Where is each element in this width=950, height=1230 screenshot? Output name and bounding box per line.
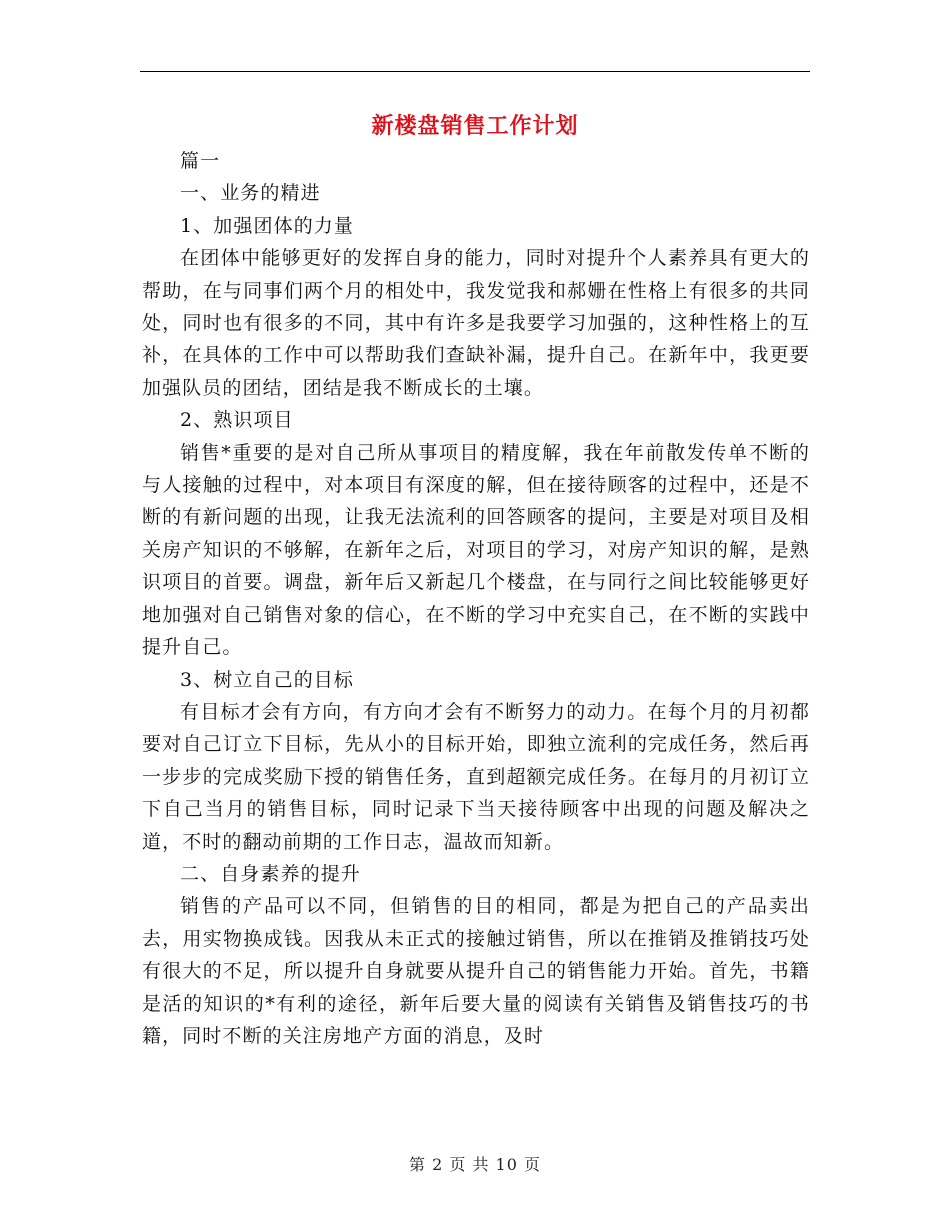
heading-self-improvement: 二、自身素养的提升 xyxy=(180,862,361,885)
page-footer: 第 2 页 共 10 页 xyxy=(409,1155,541,1174)
paragraph-self-improvement: 销售的产品可以不同，但销售的目的相同，都是为把自己的产品卖出去，用实物换成钱。因我从未正式的接触过销售，所以在推销及推销技巧处有很大的不足，所以提升自身就要从提升自己的销售能力开始。首先，书籍是活的知识的*有利的途径，新年后要大量的阅读有关销售及销售技巧的书籍，同时不断的关注房地产方面的消息，及时 xyxy=(142,895,810,1047)
section-label: 篇一 xyxy=(180,150,221,172)
document-body xyxy=(142,145,810,1052)
paragraph-goal: 有目标才会有方向，有方向才会有不断努力的动力。在每个月的月初都要对自己订立下目标，先从小的目标开始，即独立流利的完成任务，然后再一步步的完成奖励下授的销售任务，直到超额完成任务。在每月的月初订立下自己当月的销售目标，同时记录下当天接待顾客中出现的问题及解决之道，不时的翻动前期的工作日志，温故而知新。 xyxy=(142,700,810,853)
subheading-project: 2、熟识项目 xyxy=(180,409,294,432)
subheading-goal: 3、树立自己的目标 xyxy=(180,668,354,691)
subheading-team: 1、加强团体的力量 xyxy=(180,214,354,237)
document-title: 新楼盘销售工作计划 xyxy=(371,113,579,139)
header-rule xyxy=(140,71,810,72)
paragraph-team: 在团体中能够更好的发挥自身的能力，同时对提升个人素养具有更大的帮助，在与同事们两个月的相处中，我发觉我和郝姗在性格上有很多的共同处，同时也有很多的不同，其中有许多是我要学习加强的，这种性格上的互补，在具体的工作中可以帮助我们查缺补漏，提升自己。在新年中，我更要加强队员的团结，团结是我不断成长的土壤。 xyxy=(142,247,810,399)
heading-business: 一、业务的精进 xyxy=(180,182,321,205)
paragraph-project: 销售*重要的是对自己所从事项目的精度解，我在年前散发传单不断的与人接触的过程中，对本项目有深度的解，但在接待顾客的过程中，还是不断的有新问题的出现，让我无法流利的回答顾客的提问，主要是对项目及相关房产知识的不够解，在新年之后，对项目的学习，对房产知识的解，是熟识项目的首要。调盘，新年后又新起几个楼盘，在与同行之间比较能够更好地加强对自己销售对象的信心，在不断的学习中充实自己，在不断的实践中提升自己。 xyxy=(142,441,810,659)
